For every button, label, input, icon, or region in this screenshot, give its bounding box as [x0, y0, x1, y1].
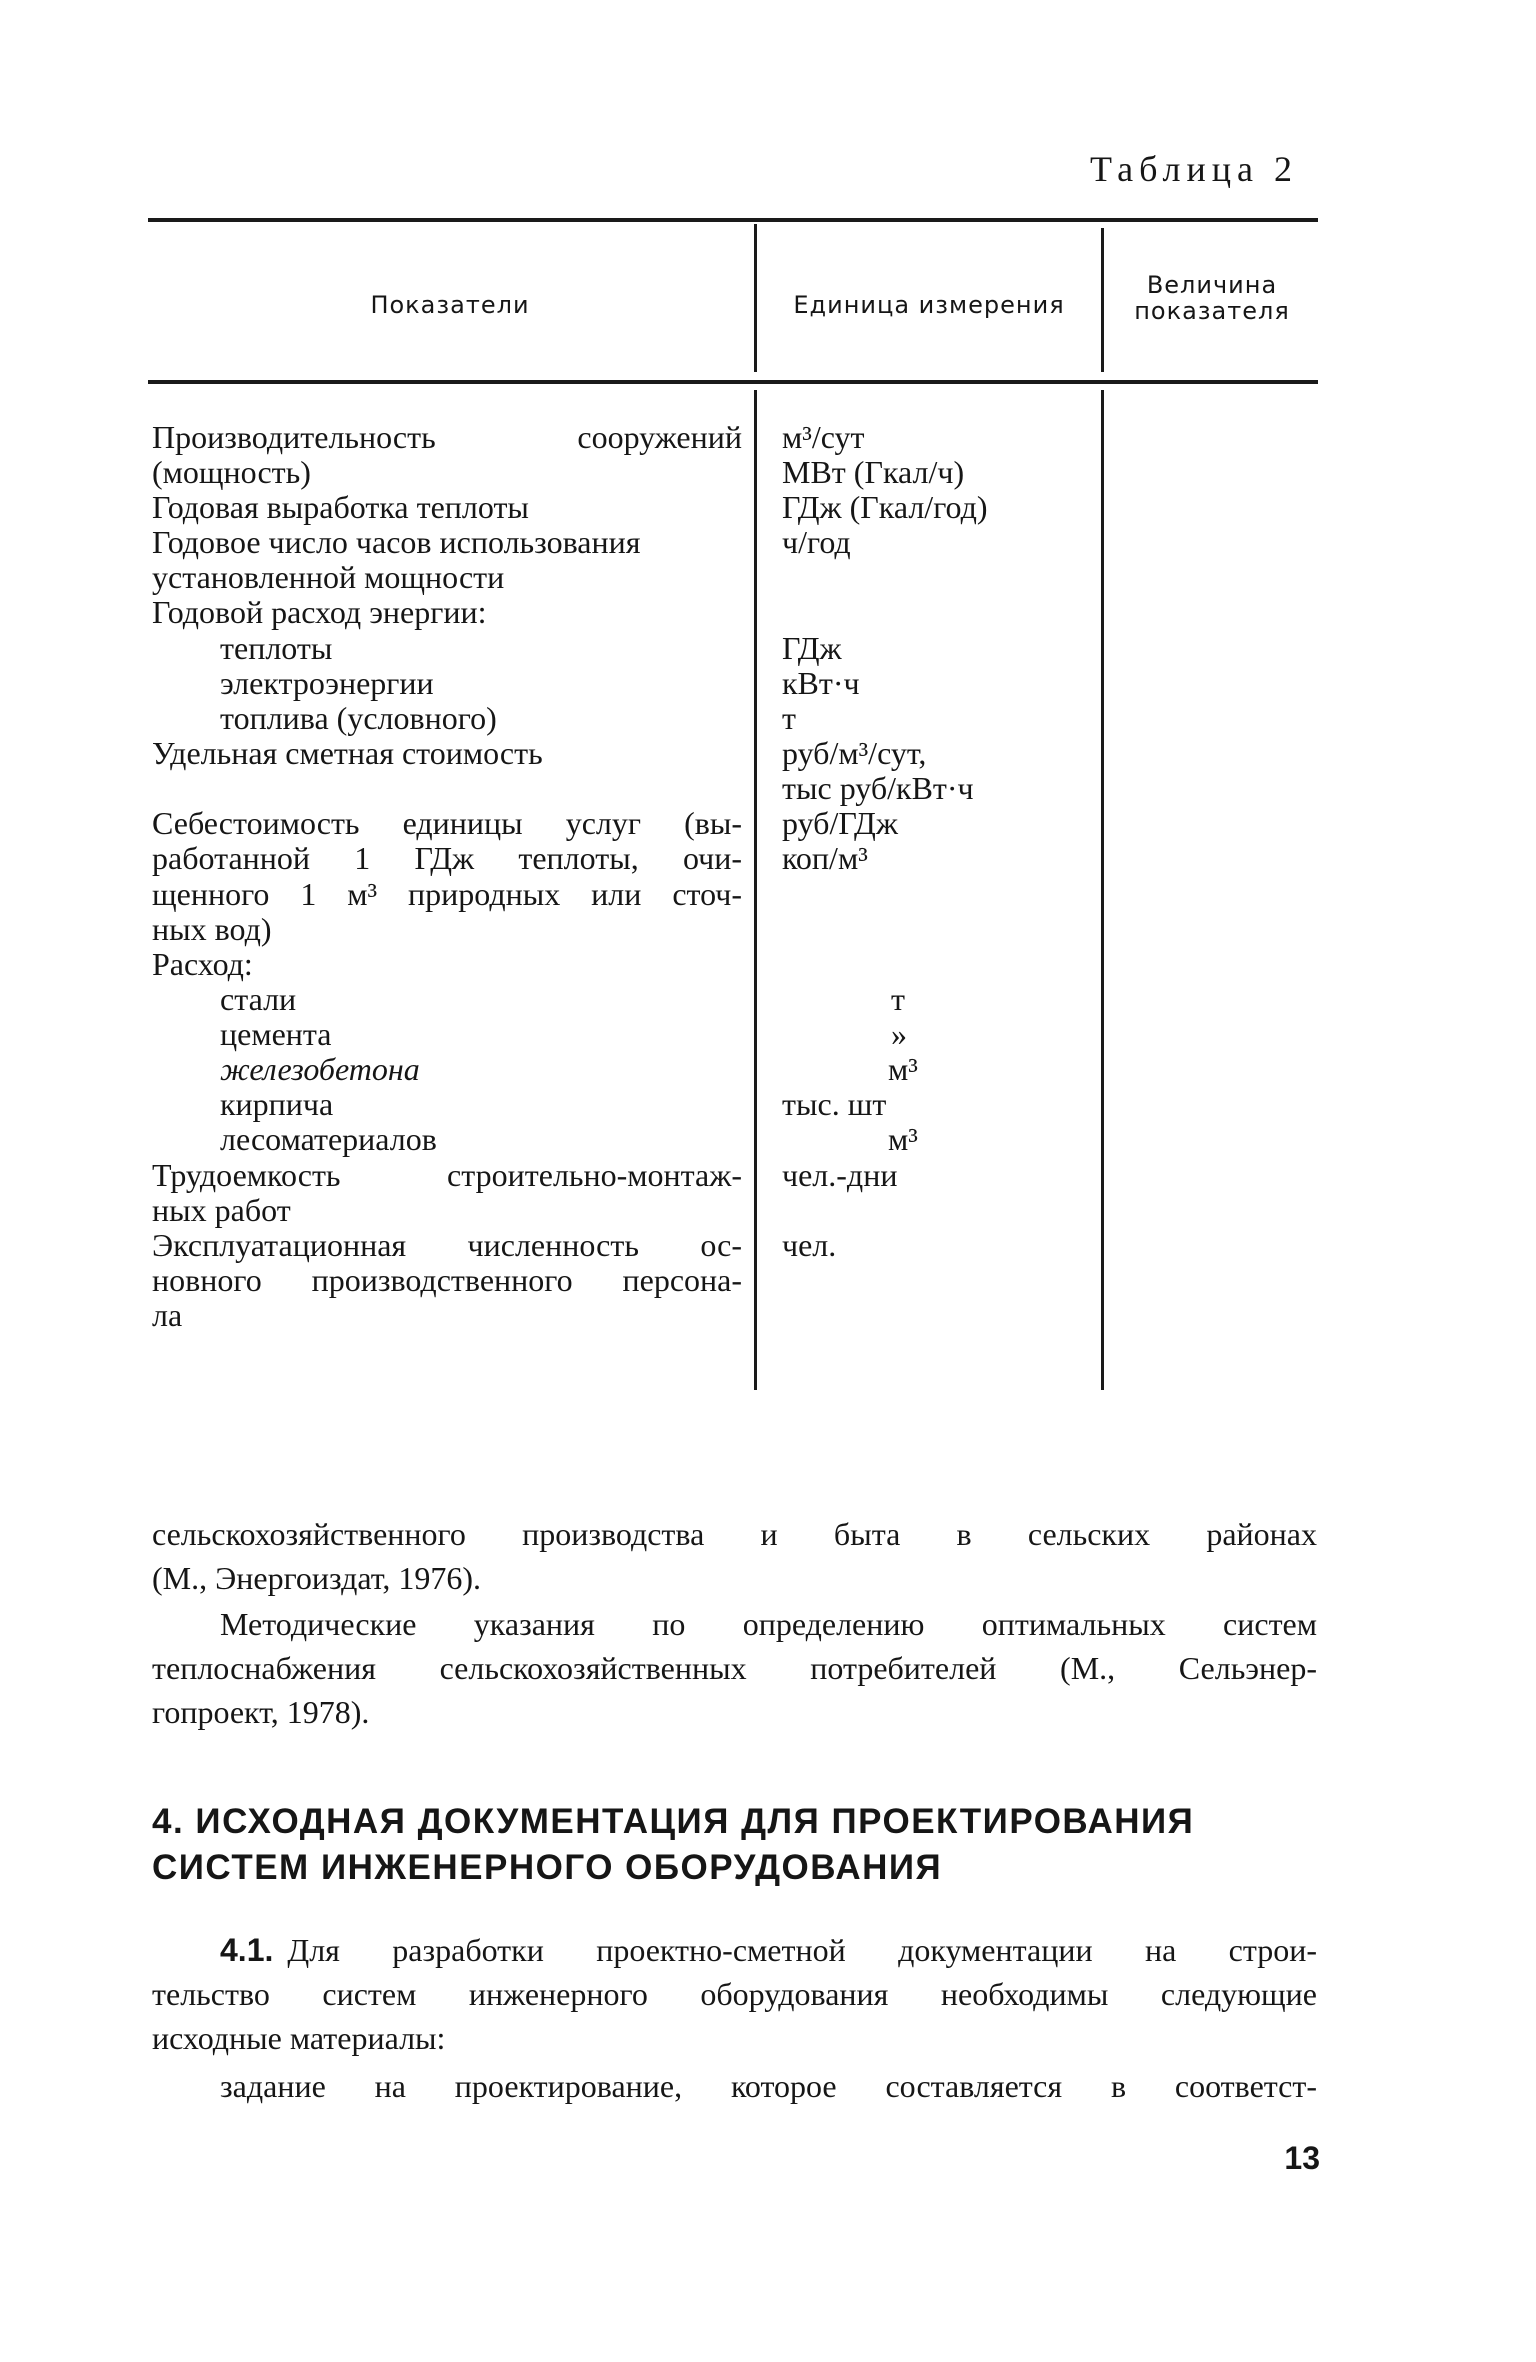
page-number: 13: [1284, 2140, 1320, 2176]
unit-line: ч/год: [782, 524, 851, 560]
clause-number: 4.1.: [220, 1932, 274, 1968]
section-heading-line: 4. ИСХОДНАЯ ДОКУМЕНТАЦИЯ ДЛЯ ПРОЕКТИРОВАНИЯ: [152, 1802, 1195, 1841]
unit-line: м³: [888, 1121, 918, 1157]
clause-line: задание на проектирование, которое составляется в соответст-: [220, 2068, 1317, 2104]
clause-line: тельство систем инженерного оборудования необходимы следующие: [152, 1976, 1317, 2012]
header-value-line1: Величина: [1146, 271, 1278, 299]
section-heading-line: СИСТЕМ ИНЖЕНЕРНОГО ОБОРУДОВАНИЯ: [152, 1848, 943, 1887]
indicator-line: щенного 1 м³ природных или сточ-: [152, 876, 742, 912]
unit-line: т: [782, 700, 796, 736]
clause-first-line: [220, 1928, 1317, 1972]
indicator-line: Удельная сметная стоимость: [152, 735, 543, 771]
unit-line: кВт·ч: [782, 665, 860, 701]
table-header-rule: [148, 380, 1318, 384]
unit-line: м³: [888, 1051, 918, 1087]
indicator-line: Трудоемкость строительно-монтаж-: [152, 1157, 742, 1193]
indicator-line: работанной 1 ГДж теплоты, очи-: [152, 840, 742, 876]
unit-line: руб/м³/сут,: [782, 735, 927, 771]
column-divider-2-body: [1101, 390, 1104, 1390]
unit-line: »: [891, 1016, 907, 1052]
column-divider-1-header: [754, 224, 757, 372]
indicator-line: новного производственного персона-: [152, 1262, 742, 1298]
indicator-line: ных работ: [152, 1192, 291, 1228]
unit-line: чел.: [782, 1227, 837, 1263]
table-top-rule: [148, 218, 1318, 222]
header-indicator: Показатели: [370, 291, 530, 319]
indicator-line: железобетона: [220, 1051, 420, 1087]
column-divider-2-header: [1101, 228, 1104, 372]
indicator-line: Годовое число часов использования: [152, 524, 641, 560]
unit-line: м³/сут: [782, 419, 865, 455]
indicator-line: ла: [152, 1297, 183, 1333]
unit-line: чел.-дни: [782, 1157, 898, 1193]
indicator-line: кирпича: [220, 1086, 334, 1122]
table-caption: Таблица 2: [1090, 149, 1298, 189]
clause-line: исходные материалы:: [152, 2020, 446, 2056]
indicator-line: Расход:: [152, 946, 253, 982]
indicator-line: стали: [220, 981, 297, 1017]
unit-line: ГДж: [782, 630, 842, 666]
indicator-line: топлива (условного): [220, 700, 497, 736]
indicator-line: Эксплуатационная численность ос-: [152, 1227, 742, 1263]
unit-line: руб/ГДж: [782, 805, 898, 841]
clause-line: Для разработки проектно-сметной документации на строи-: [287, 1932, 1317, 1968]
paragraph-line: (М., Энергоиздат, 1976).: [152, 1560, 481, 1596]
unit-line: коп/м³: [782, 840, 868, 876]
paragraph-line: сельскохозяйственного производства и быта в сельских районах: [152, 1516, 1317, 1552]
column-divider-1-body: [754, 390, 757, 1390]
unit-line: МВт (Гкал/ч): [782, 454, 965, 490]
header-unit: Единица измерения: [793, 291, 1065, 319]
unit-line: тыс руб/кВт·ч: [782, 770, 974, 806]
indicator-line: Годовой расход энергии:: [152, 594, 487, 630]
indicator-line: Производительность сооружений: [152, 419, 742, 455]
indicator-line: цемента: [220, 1016, 332, 1052]
indicator-line: (мощность): [152, 454, 311, 490]
indicator-line: электроэнергии: [220, 665, 434, 701]
paragraph-line: Методические указания по определению оптимальных систем: [220, 1606, 1317, 1642]
indicator-line: Себестоимость единицы услуг (вы-: [152, 805, 742, 841]
indicator-line: теплоты: [220, 630, 333, 666]
unit-line: ГДж (Гкал/год): [782, 489, 988, 525]
indicator-line: лесоматериалов: [220, 1121, 437, 1157]
indicator-line: Годовая выработка теплоты: [152, 489, 529, 525]
unit-line: т: [891, 981, 905, 1017]
header-value-line2: показателя: [1134, 297, 1290, 325]
paragraph-line: гопроект, 1978).: [152, 1694, 370, 1730]
paragraph-line: теплоснабжения сельскохозяйственных потребителей (М., Сельэнер-: [152, 1650, 1317, 1686]
indicator-line: установленной мощности: [152, 559, 505, 595]
indicator-line: ных вод): [152, 911, 272, 947]
unit-line: тыс. шт: [782, 1086, 887, 1122]
